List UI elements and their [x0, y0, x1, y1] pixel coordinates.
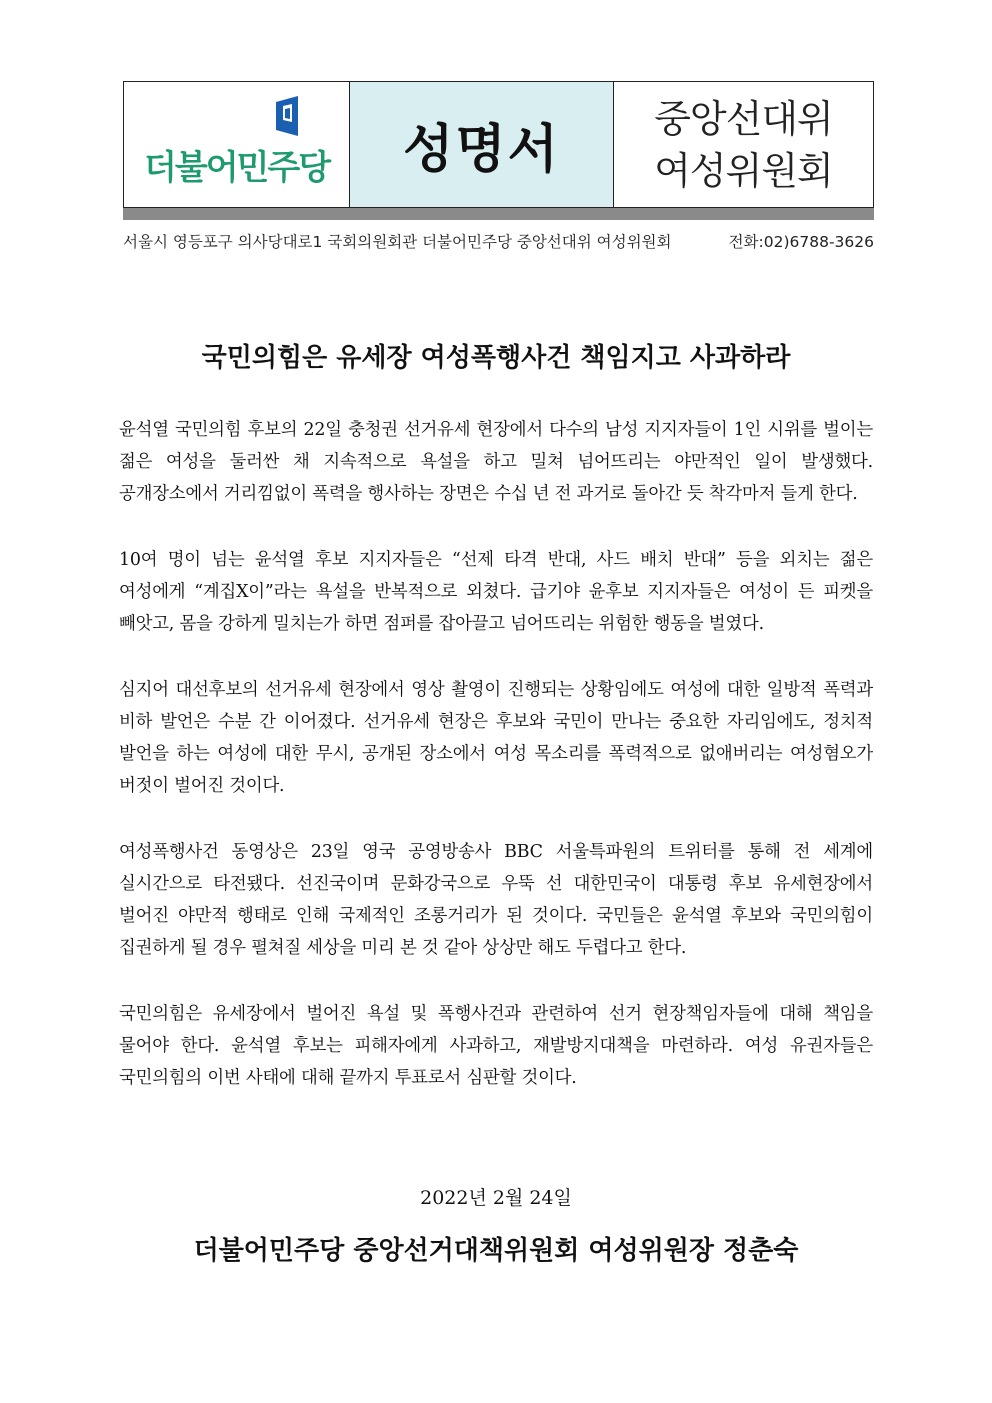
org-line-1: 중앙선대위	[654, 96, 833, 141]
phone-number: 전화:02)6788-3626	[728, 233, 874, 251]
letterhead-shadow	[123, 208, 874, 220]
party-logo-icon	[274, 96, 300, 136]
letterhead	[123, 81, 874, 208]
statement-body	[119, 414, 873, 1128]
paragraph-2: 10여 명이 넘는 윤석열 후보 지지자들은 “선제 타격 반대, 사드 배치 반대” 등을 외치는 젊은 여성에게 “계집X이”라는 욕설을 반복적으로 외쳤다. 급기야 윤후보 지지자들은 여성이 든 피켓을 빼앗고, 몸을 강하게 밀치는가 하면 점퍼를 잡아끌고 넘어뜨리는 위험한 행동을 벌였다.	[119, 550, 873, 634]
organization-cell	[614, 82, 873, 207]
paragraph-3: 심지어 대선후보의 선거유세 현장에서 영상 촬영이 진행되는 상황임에도 여성에 대한 일방적 폭력과 비하 발언은 수분 간 이어졌다. 선거유세 현장은 후보와 국민이 만나는 중요한 자리임에도, 정치적 발언을 하는 여성에 대한 무시, 공개된 장소에서 여성 목소리를 폭력적으로 없애버리는 여성혐오가 버젓이 벌어진 것이다.	[119, 680, 873, 796]
address-text: 서울시 영등포구 의사당대로1 국회의원회관 더불어민주당 중앙선대위 여성위원회	[123, 233, 672, 251]
statement-date: 2022년 2월 24일	[420, 1187, 572, 1209]
org-line-2: 여성위원회	[654, 148, 833, 193]
paragraph-5: 국민의힘은 유세장에서 벌어진 욕설 및 폭행사건과 관련하여 선거 현장책임자들에 대해 책임을 물어야 한다. 윤석열 후보는 피해자에게 사과하고, 재발방지대책을 마련하라. 여성 유권자들은 국민의힘의 이번 사태에 대해 끝까지 투표로서 심판할 것이다.	[119, 1004, 873, 1088]
statement-headline: 국민의힘은 유세장 여성폭행사건 책임지고 사과하라	[201, 343, 791, 373]
address-line	[123, 230, 874, 252]
doc-type-title: 성명서	[403, 120, 560, 180]
paragraph-1: 윤석열 국민의힘 후보의 22일 충청권 선거유세 현장에서 다수의 남성 지지자들이 1인 시위를 벌이는 젊은 여성을 둘러싼 채 지속적으로 욕설을 하고 밀쳐 넘어뜨리는 야만적인 일이 발생했다. 공개장소에서 거리낌없이 폭력을 행사하는 장면은 수십 년 전 과거로 돌아간 듯 착각마저 들게 한다.	[119, 420, 873, 504]
party-logo	[124, 82, 350, 207]
doc-type-cell	[350, 82, 614, 207]
signature-line: 더불어민주당 중앙선거대책위원회 여성위원장 정춘숙	[193, 1236, 799, 1266]
party-name: 더불어민주당	[144, 148, 330, 188]
paragraph-4: 여성폭행사건 동영상은 23일 영국 공영방송사 BBC 서울특파원의 트위터를 통해 전 세계에 실시간으로 타전됐다. 선진국이며 문화강국으로 우뚝 선 대한민국이 대통령 후보 유세현장에서 벌어진 야만적 행태로 인해 국제적인 조롱거리가 된 것이다. 국민들은 윤석열 후보와 국민의힘이 집권하게 될 경우 펼쳐질 세상을 미리 본 것 같아 상상만 해도 두렵다고 한다.	[119, 842, 873, 958]
